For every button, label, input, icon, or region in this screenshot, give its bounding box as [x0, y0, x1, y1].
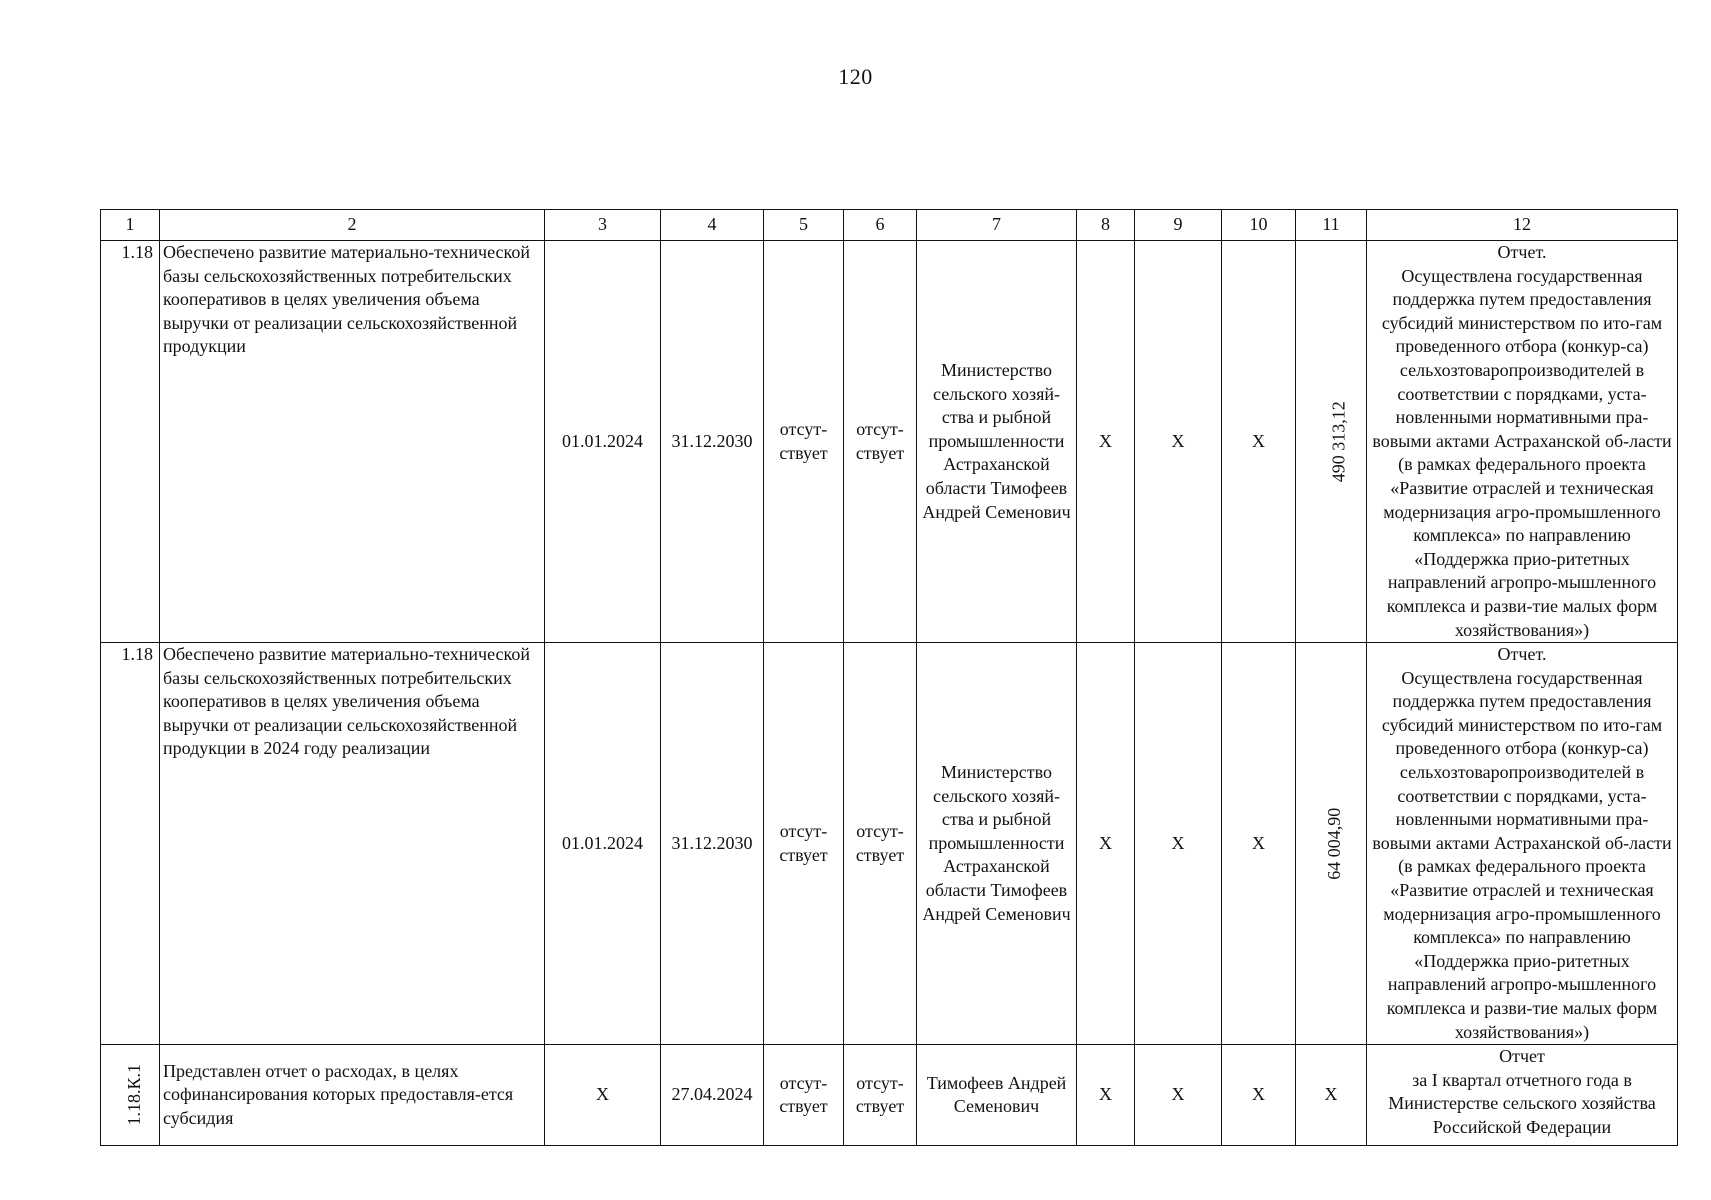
cell-8: X — [1077, 1045, 1135, 1146]
row-number: 1.18 — [101, 241, 160, 643]
amount-cell: X — [1296, 1045, 1367, 1146]
report-text: за I квартал отчетного года в Министерстве сельского хозяйства Российской Федерации — [1388, 1069, 1656, 1137]
report-cell — [1367, 643, 1678, 1045]
start-date: X — [545, 1045, 661, 1146]
result-description: Представлен отчет о расходах, в целях софинансирования которых предоставля-ется субсидия — [160, 1045, 545, 1146]
table-row — [101, 1045, 1678, 1146]
report-title: Отчет. — [1497, 644, 1547, 665]
responsible: Министерство сельского хозяй-ства и рыбной промышленности Астраханской области Тимофеев Андрей Семенович — [917, 241, 1077, 643]
start-date: 01.01.2024 — [545, 643, 661, 1045]
responsible: Министерство сельского хозяй-ства и рыбной промышленности Астраханской области Тимофеев Андрей Семенович — [917, 643, 1077, 1045]
amount-cell — [1296, 643, 1367, 1045]
cell-10: X — [1222, 1045, 1296, 1146]
responsible: Тимофеев Андрей Семенович — [917, 1045, 1077, 1146]
page-number: 120 — [838, 64, 873, 89]
cell-5: отсут-ствует — [764, 643, 844, 1045]
header-cell: 2 — [160, 210, 545, 241]
header-cell: 7 — [917, 210, 1077, 241]
table-row — [101, 643, 1678, 1045]
report-cell — [1367, 241, 1678, 643]
header-cell: 1 — [101, 210, 160, 241]
report-text: Осуществлена государственная поддержка путем предоставления субсидий министерством по ито-гам проведенного отбора (конкур-са) сельхозтоваропроизводителей в соответствии с порядками, уста-новленными нормативными пра-вовыми актами Астраханской об-ласти (в рамках федерального проекта «Развитие отраслей и техническая модернизация агро-промышленного комплекса» по направлению «Поддержка прио-ритетных направлений агропро-мышленного комплекса и разви-тие малых форм хозяйствования») — [1372, 265, 1672, 640]
amount-cell — [1296, 241, 1367, 643]
amount-value: 64 004,90 — [1324, 807, 1345, 880]
amount-value: 490 313,12 — [1328, 401, 1349, 483]
row-number: 1.18 — [101, 643, 160, 1045]
header-cell: 11 — [1296, 210, 1367, 241]
report-text: Осуществлена государственная поддержка путем предоставления субсидий министерством по ито-гам проведенного отбора (конкур-са) сельхозтоваропроизводителей в соответствии с порядками, уста-новленными нормативными пра-вовыми актами Астраханской об-ласти (в рамках федерального проекта «Развитие отраслей и техническая модернизация агро-промышленного комплекса» по направлению «Поддержка прио-ритетных направлений агропро-мышленного комплекса и разви-тие малых форм хозяйствования») — [1372, 667, 1672, 1042]
report-title: Отчет — [1499, 1046, 1545, 1067]
end-date: 31.12.2030 — [661, 241, 764, 643]
header-row — [101, 210, 1678, 241]
report-title: Отчет. — [1497, 242, 1547, 262]
cell-9: X — [1135, 1045, 1222, 1146]
result-description: Обеспечено развитие материально-технической базы сельскохозяйственных потребительских кооперативов в целях увеличения объема выручки от реализации сельскохозяйственной продукции — [160, 241, 545, 643]
cell-6: отсут-ствует — [844, 643, 917, 1045]
cell-5: отсут-ствует — [764, 1045, 844, 1146]
plan-table — [100, 209, 1678, 1146]
cell-8: X — [1077, 241, 1135, 643]
cell-10: X — [1222, 643, 1296, 1045]
cell-9: X — [1135, 643, 1222, 1045]
report-cell — [1367, 1045, 1678, 1146]
cell-5: отсут-ствует — [764, 241, 844, 643]
cell-9: X — [1135, 241, 1222, 643]
cell-6: отсут-ствует — [844, 1045, 917, 1146]
header-cell: 5 — [764, 210, 844, 241]
header-cell: 8 — [1077, 210, 1135, 241]
cell-6: отсут-ствует — [844, 241, 917, 643]
header-cell: 9 — [1135, 210, 1222, 241]
result-description: Обеспечено развитие материально-технической базы сельскохозяйственных потребительских кооперативов в целях увеличения объема выручки от реализации сельскохозяйственной продукции в 2024 году реализации — [160, 643, 545, 1045]
row-number-cell — [101, 1045, 160, 1146]
start-date: 01.01.2024 — [545, 241, 661, 643]
cell-10: X — [1222, 241, 1296, 643]
header-cell: 6 — [844, 210, 917, 241]
header-cell: 4 — [661, 210, 764, 241]
header-cell: 3 — [545, 210, 661, 241]
header-cell: 12 — [1367, 210, 1678, 241]
end-date: 31.12.2030 — [661, 643, 764, 1045]
header-cell: 10 — [1222, 210, 1296, 241]
end-date: 27.04.2024 — [661, 1045, 764, 1146]
row-number: 1.18.К.1 — [123, 1064, 144, 1126]
table-row — [101, 241, 1678, 643]
cell-8: X — [1077, 643, 1135, 1045]
